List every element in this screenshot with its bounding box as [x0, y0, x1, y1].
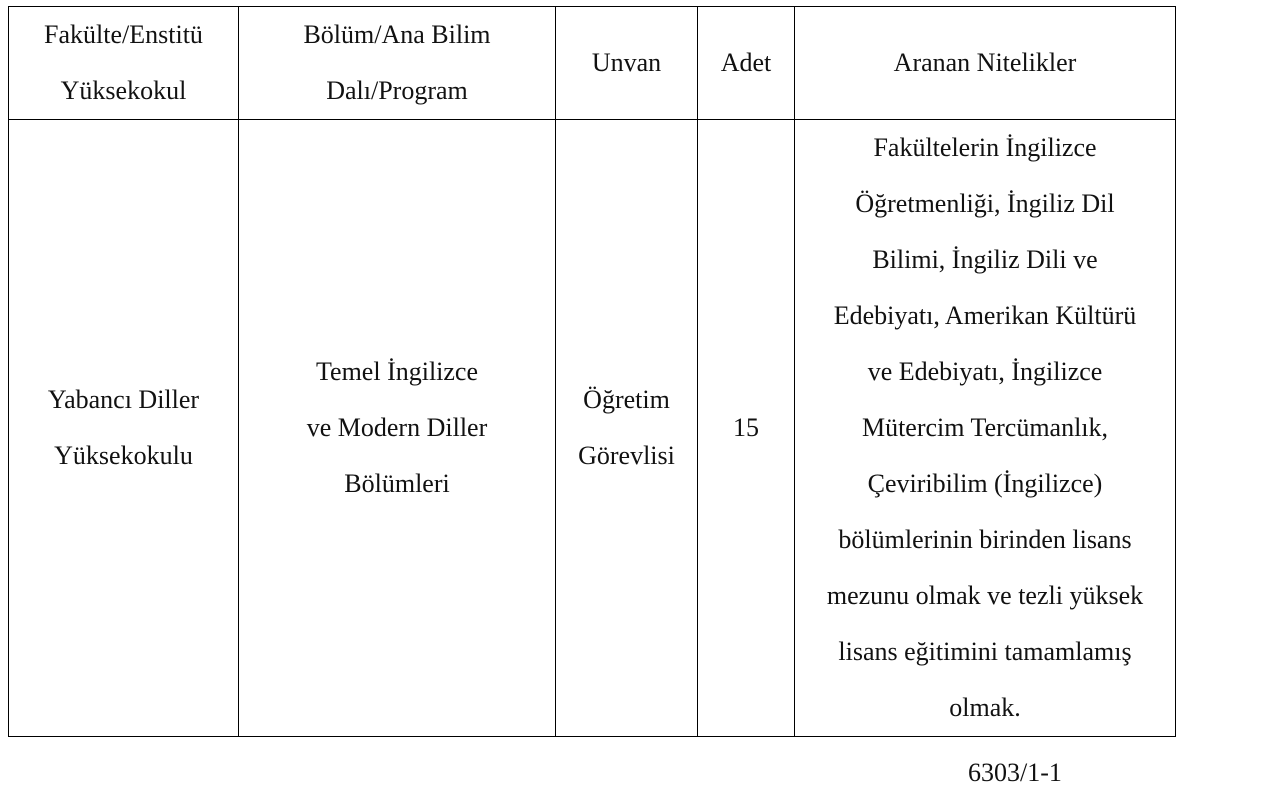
cell-count: 15 [698, 120, 795, 737]
cell-faculty: Yabancı Diller Yüksekokulu [9, 120, 239, 737]
cell-title: Öğretim Görevlisi [556, 120, 698, 737]
header-department: Bölüm/Ana Bilim Dalı/Program [239, 7, 556, 120]
cell-department: Temel İngilizce ve Modern Diller Bölümleri [239, 120, 556, 737]
cell-requirements: Fakültelerin İngilizce Öğretmenliği, İngiliz Dil Bilimi, İngiliz Dili ve Edebiyatı, Amerikan Kültürü ve Edebiyatı, İngilizce Mütercim Tercümanlık, Çeviribilim (İngilizce) bölümlerinin birinden lisans mezunu olmak ve tezli yüksek lisans eğitimini tamamlamış olmak. [795, 120, 1176, 737]
header-requirements: Aranan Nitelikler [795, 7, 1176, 120]
table-header-row [9, 7, 1176, 120]
header-title: Unvan [556, 7, 698, 120]
header-count: Adet [698, 7, 795, 120]
document-reference-number: 6303/1-1 [968, 758, 1062, 787]
positions-table [8, 6, 1176, 737]
header-faculty: Fakülte/Enstitü Yüksekokul [9, 7, 239, 120]
table-row [9, 120, 1176, 737]
